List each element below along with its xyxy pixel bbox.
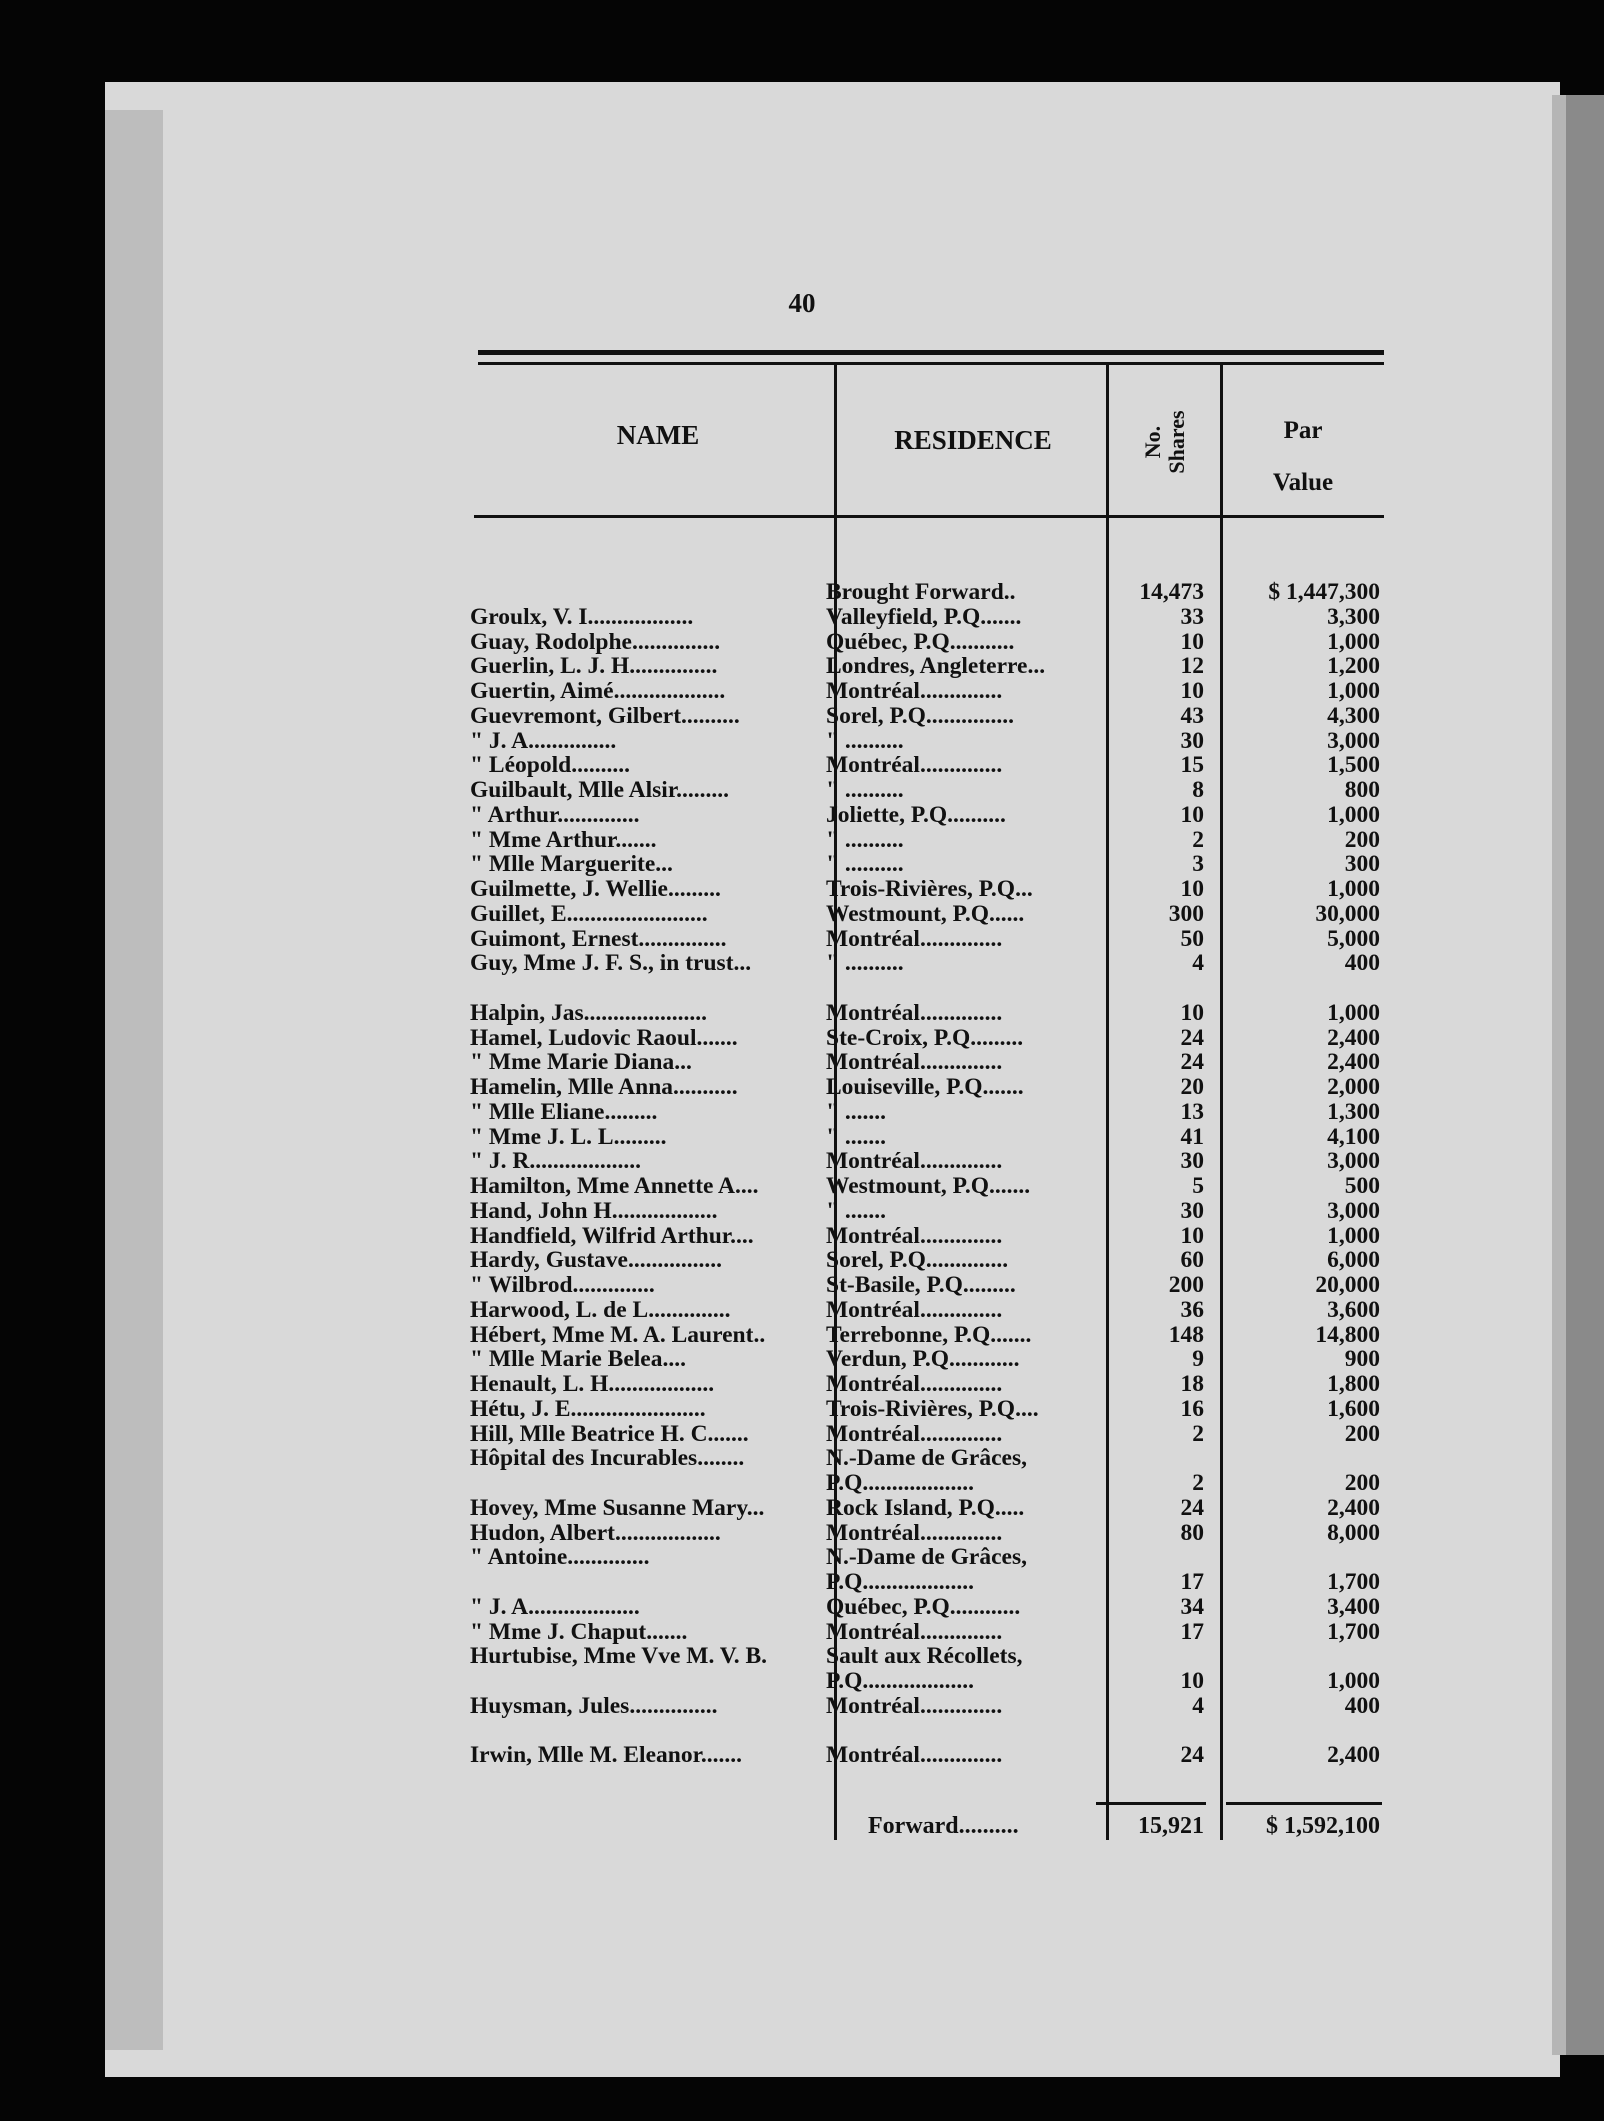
row-shares: 13 bbox=[1180, 1100, 1204, 1125]
row-residence: Trois-Rivières, P.Q... bbox=[826, 877, 1033, 902]
row-shares: 16 bbox=[1180, 1397, 1204, 1422]
row-shares: 8 bbox=[1192, 778, 1204, 803]
row-residence: " ....... bbox=[826, 1125, 887, 1150]
row-name: Halpin, Jas..................... bbox=[470, 1001, 707, 1026]
row-name: " Mme Arthur....... bbox=[470, 828, 657, 853]
row-shares: 10 bbox=[1180, 679, 1204, 704]
page-number: 40 bbox=[788, 288, 816, 318]
row-name: Hamelin, Mlle Anna........... bbox=[470, 1075, 738, 1100]
row-name: " Mlle Eliane......... bbox=[470, 1100, 658, 1125]
row-name: " Mlle Marguerite... bbox=[470, 852, 673, 877]
row-shares: 10 bbox=[1180, 1224, 1204, 1249]
row-name: Hamilton, Mme Annette A.... bbox=[470, 1174, 759, 1199]
row-value: 20,000 bbox=[1315, 1273, 1380, 1298]
row-value: 3,400 bbox=[1327, 1595, 1380, 1620]
row-shares: 2 bbox=[1192, 1471, 1204, 1496]
row-residence: Westmount, P.Q...... bbox=[826, 902, 1025, 927]
row-value: 4,100 bbox=[1327, 1125, 1380, 1150]
row-residence: Montréal.............. bbox=[826, 1149, 1003, 1174]
row-value: 1,000 bbox=[1327, 1669, 1380, 1694]
row-shares: 36 bbox=[1180, 1298, 1204, 1323]
row-shares: 30 bbox=[1180, 1149, 1204, 1174]
row-name: Hill, Mlle Beatrice H. C....... bbox=[470, 1422, 749, 1447]
row-name: " J. A................... bbox=[470, 1595, 640, 1620]
row-shares: 34 bbox=[1180, 1595, 1204, 1620]
row-shares: 2 bbox=[1192, 1422, 1204, 1447]
header-par-value bbox=[1222, 405, 1384, 509]
row-residence: Terrebonne, P.Q....... bbox=[826, 1323, 1032, 1348]
row-name: " Antoine.............. bbox=[470, 1545, 650, 1570]
row-residence: Montréal.............. bbox=[826, 1001, 1003, 1026]
row-shares: 200 bbox=[1168, 1273, 1204, 1298]
row-name: Guimont, Ernest............... bbox=[470, 927, 727, 952]
row-residence: Brought Forward.. bbox=[826, 580, 1016, 605]
row-value: 200 bbox=[1344, 1471, 1380, 1496]
row-residence: " .......... bbox=[826, 828, 904, 853]
header-shares bbox=[1141, 402, 1189, 482]
row-shares: 4 bbox=[1192, 951, 1204, 976]
row-shares: 10 bbox=[1180, 877, 1204, 902]
row-name: Hand, John H.................. bbox=[470, 1199, 718, 1224]
header-shares-line1: No. bbox=[1140, 425, 1165, 459]
row-residence: Verdun, P.Q............ bbox=[826, 1347, 1020, 1372]
top-rule-thick bbox=[478, 350, 1384, 355]
row-name: Huysman, Jules............... bbox=[470, 1694, 718, 1719]
row-residence: Montréal.............. bbox=[826, 679, 1003, 704]
row-name: Guevremont, Gilbert.......... bbox=[470, 704, 740, 729]
row-residence: Rock Island, P.Q..... bbox=[826, 1496, 1025, 1521]
row-value: 1,500 bbox=[1327, 753, 1380, 778]
row-value: 1,300 bbox=[1327, 1100, 1380, 1125]
row-name: " Mme Marie Diana... bbox=[470, 1050, 692, 1075]
row-name: Hurtubise, Mme Vve M. V. B. bbox=[470, 1644, 768, 1669]
row-shares: 80 bbox=[1180, 1521, 1204, 1546]
row-value: 4,300 bbox=[1327, 704, 1380, 729]
row-value: 1,000 bbox=[1327, 630, 1380, 655]
row-shares: 300 bbox=[1168, 902, 1204, 927]
row-shares: 43 bbox=[1180, 704, 1204, 729]
forward-value-total: $ 1,592,100 bbox=[1266, 1813, 1380, 1839]
row-value: 3,300 bbox=[1327, 605, 1380, 630]
row-name: Irwin, Mlle M. Eleanor....... bbox=[470, 1743, 742, 1768]
forward-shares-total: 15,921 bbox=[1138, 1813, 1204, 1839]
row-shares: 10 bbox=[1180, 803, 1204, 828]
row-residence: P.Q................... bbox=[826, 1570, 974, 1595]
row-value: 8,000 bbox=[1327, 1521, 1380, 1546]
row-residence: Québec, P.Q........... bbox=[826, 630, 1015, 655]
row-residence: Montréal.............. bbox=[826, 1298, 1003, 1323]
row-value: 1,000 bbox=[1327, 877, 1380, 902]
row-value: 1,000 bbox=[1327, 803, 1380, 828]
top-rule-thin bbox=[478, 362, 1384, 365]
row-shares: 24 bbox=[1180, 1496, 1204, 1521]
row-residence: Ste-Croix, P.Q......... bbox=[826, 1026, 1024, 1051]
row-name: " J. A............... bbox=[470, 729, 617, 754]
row-shares: 10 bbox=[1180, 1001, 1204, 1026]
row-name: Guerlin, L. J. H............... bbox=[470, 654, 718, 679]
row-residence: Westmount, P.Q....... bbox=[826, 1174, 1031, 1199]
row-value: 2,400 bbox=[1327, 1026, 1380, 1051]
row-value: 6,000 bbox=[1327, 1248, 1380, 1273]
row-value: 1,700 bbox=[1327, 1570, 1380, 1595]
row-name: Hamel, Ludovic Raoul....... bbox=[470, 1026, 738, 1051]
row-shares: 20 bbox=[1180, 1075, 1204, 1100]
header-par-line1: Par bbox=[1283, 417, 1323, 444]
row-shares: 10 bbox=[1180, 1669, 1204, 1694]
row-shares: 60 bbox=[1180, 1248, 1204, 1273]
row-value: 500 bbox=[1344, 1174, 1380, 1199]
row-value: 200 bbox=[1344, 828, 1380, 853]
row-shares: 24 bbox=[1180, 1743, 1204, 1768]
row-name: Groulx, V. I.................. bbox=[470, 605, 694, 630]
total-rule-value bbox=[1226, 1802, 1382, 1805]
row-name: " Léopold.......... bbox=[470, 753, 630, 778]
row-residence: Montréal.............. bbox=[826, 1224, 1003, 1249]
header-residence: RESIDENCE bbox=[894, 425, 1052, 455]
row-value: 300 bbox=[1344, 852, 1380, 877]
row-value: 1,600 bbox=[1327, 1397, 1380, 1422]
row-value: 30,000 bbox=[1315, 902, 1380, 927]
row-value: 1,800 bbox=[1327, 1372, 1380, 1397]
row-residence: Montréal.............. bbox=[826, 1694, 1003, 1719]
header-bottom-rule bbox=[474, 515, 1384, 518]
row-residence: P.Q................... bbox=[826, 1471, 974, 1496]
row-name: Hovey, Mme Susanne Mary... bbox=[470, 1496, 765, 1521]
row-name: Hébert, Mme M. A. Laurent.. bbox=[470, 1323, 766, 1348]
row-residence: " .......... bbox=[826, 852, 904, 877]
row-value: 900 bbox=[1344, 1347, 1380, 1372]
row-name: " Arthur.............. bbox=[470, 803, 640, 828]
row-residence: " ....... bbox=[826, 1100, 887, 1125]
row-shares: 15 bbox=[1180, 753, 1204, 778]
row-shares: 3 bbox=[1192, 852, 1204, 877]
row-residence: Sorel, P.Q............... bbox=[826, 704, 1015, 729]
row-name: Handfield, Wilfrid Arthur.... bbox=[470, 1224, 754, 1249]
row-shares: 24 bbox=[1180, 1050, 1204, 1075]
row-value: 3,000 bbox=[1327, 1199, 1380, 1224]
row-shares: 17 bbox=[1180, 1620, 1204, 1645]
row-shares: 30 bbox=[1180, 1199, 1204, 1224]
page-edge-right-inner bbox=[1552, 95, 1566, 2055]
row-residence: Québec, P.Q............ bbox=[826, 1595, 1021, 1620]
row-residence: Louiseville, P.Q....... bbox=[826, 1075, 1024, 1100]
row-name: " Mme J. Chaput....... bbox=[470, 1620, 688, 1645]
row-residence: Montréal.............. bbox=[826, 1372, 1003, 1397]
row-shares: 24 bbox=[1180, 1026, 1204, 1051]
row-name: " Wilbrod.............. bbox=[470, 1273, 655, 1298]
row-value: 1,000 bbox=[1327, 1001, 1380, 1026]
row-value: 5,000 bbox=[1327, 927, 1380, 952]
row-residence: " .......... bbox=[826, 729, 904, 754]
row-shares: 148 bbox=[1168, 1323, 1204, 1348]
row-name: Guilmette, J. Wellie......... bbox=[470, 877, 721, 902]
row-name: Guertin, Aimé................... bbox=[470, 679, 726, 704]
row-value: 2,400 bbox=[1327, 1050, 1380, 1075]
row-name: Hôpital des Incurables........ bbox=[470, 1446, 745, 1471]
row-shares: 4 bbox=[1192, 1694, 1204, 1719]
row-residence: N.-Dame de Grâces, bbox=[826, 1446, 1027, 1471]
row-name: Harwood, L. de L.............. bbox=[470, 1298, 731, 1323]
row-shares: 50 bbox=[1180, 927, 1204, 952]
row-value: 14,800 bbox=[1315, 1323, 1380, 1348]
row-shares: 14,473 bbox=[1139, 580, 1204, 605]
row-shares: 17 bbox=[1180, 1570, 1204, 1595]
row-name: Hudon, Albert.................. bbox=[470, 1521, 721, 1546]
page-edge-left bbox=[105, 110, 163, 2050]
row-value: 1,200 bbox=[1327, 654, 1380, 679]
row-name: Guay, Rodolphe............... bbox=[470, 630, 721, 655]
row-value: 2,400 bbox=[1327, 1496, 1380, 1521]
row-shares: 9 bbox=[1192, 1347, 1204, 1372]
row-shares: 12 bbox=[1180, 654, 1204, 679]
row-shares: 18 bbox=[1180, 1372, 1204, 1397]
row-residence: Valleyfield, P.Q....... bbox=[826, 605, 1022, 630]
row-name: Guilbault, Mlle Alsir......... bbox=[470, 778, 729, 803]
row-value: 1,700 bbox=[1327, 1620, 1380, 1645]
row-residence: Montréal.............. bbox=[826, 753, 1003, 778]
page-edge-right bbox=[1566, 95, 1604, 2055]
header-par-line2: Value bbox=[1272, 469, 1334, 496]
row-shares: 10 bbox=[1180, 630, 1204, 655]
row-residence: Londres, Angleterre... bbox=[826, 654, 1046, 679]
row-shares: 30 bbox=[1180, 729, 1204, 754]
row-value: 3,600 bbox=[1327, 1298, 1380, 1323]
row-residence: P.Q................... bbox=[826, 1669, 974, 1694]
row-name: Guillet, E........................ bbox=[470, 902, 708, 927]
row-name: " J. R................... bbox=[470, 1149, 642, 1174]
row-value: 3,000 bbox=[1327, 1149, 1380, 1174]
row-shares: 41 bbox=[1180, 1125, 1204, 1150]
row-name: Hétu, J. E....................... bbox=[470, 1397, 706, 1422]
row-residence: " .......... bbox=[826, 951, 904, 976]
row-value: $ 1,447,300 bbox=[1268, 580, 1380, 605]
row-residence: Montréal.............. bbox=[826, 927, 1003, 952]
row-residence: " .......... bbox=[826, 778, 904, 803]
row-name: " Mme J. L. L......... bbox=[470, 1125, 667, 1150]
row-value: 1,000 bbox=[1327, 1224, 1380, 1249]
row-value: 3,000 bbox=[1327, 729, 1380, 754]
divider-residence-shares bbox=[1106, 365, 1109, 1840]
row-residence: St-Basile, P.Q......... bbox=[826, 1273, 1016, 1298]
row-shares: 2 bbox=[1192, 828, 1204, 853]
row-value: 400 bbox=[1344, 951, 1380, 976]
row-residence: Montréal.............. bbox=[826, 1521, 1003, 1546]
row-value: 400 bbox=[1344, 1694, 1380, 1719]
row-name: Henault, L. H.................. bbox=[470, 1372, 715, 1397]
row-residence: Montréal.............. bbox=[826, 1422, 1003, 1447]
row-value: 2,400 bbox=[1327, 1743, 1380, 1768]
row-name: " Mlle Marie Belea.... bbox=[470, 1347, 686, 1372]
row-name: Hardy, Gustave................ bbox=[470, 1248, 722, 1273]
row-value: 2,000 bbox=[1327, 1075, 1380, 1100]
row-shares: 33 bbox=[1180, 605, 1204, 630]
row-shares: 5 bbox=[1192, 1174, 1204, 1199]
row-residence: N.-Dame de Grâces, bbox=[826, 1545, 1027, 1570]
header-name: NAME bbox=[616, 420, 700, 450]
row-residence: " ....... bbox=[826, 1199, 887, 1224]
row-residence: Joliette, P.Q.......... bbox=[826, 803, 1006, 828]
row-value: 1,000 bbox=[1327, 679, 1380, 704]
row-residence: Sorel, P.Q.............. bbox=[826, 1248, 1009, 1273]
row-residence: Montréal.............. bbox=[826, 1050, 1003, 1075]
row-value: 200 bbox=[1344, 1422, 1380, 1447]
row-residence: Trois-Rivières, P.Q.... bbox=[826, 1397, 1039, 1422]
row-residence: Sault aux Récollets, bbox=[826, 1644, 1023, 1669]
row-name: Guy, Mme J. F. S., in trust... bbox=[470, 951, 752, 976]
row-residence: Montréal.............. bbox=[826, 1620, 1003, 1645]
row-residence: Montréal.............. bbox=[826, 1743, 1003, 1768]
forward-label: Forward.......... bbox=[868, 1813, 1019, 1839]
total-rule-shares bbox=[1096, 1802, 1206, 1805]
header-shares-line2: Shares bbox=[1164, 410, 1189, 474]
row-value: 800 bbox=[1344, 778, 1380, 803]
